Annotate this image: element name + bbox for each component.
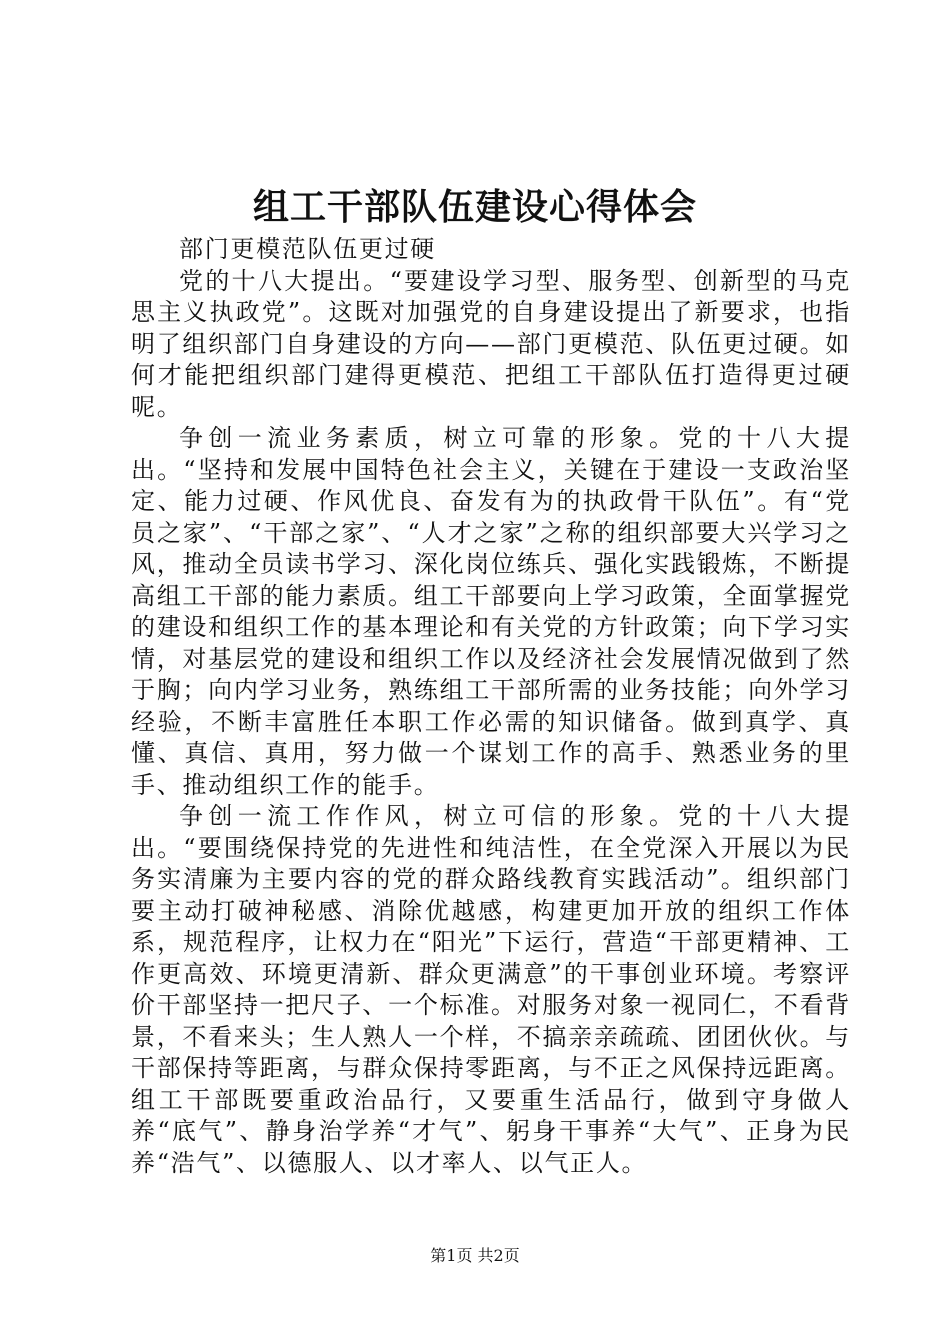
subtitle-paragraph: 部门更模范队伍更过硬	[179, 235, 436, 263]
paragraph-business-quality: 争创一流业务素质，树立可靠的形象。党的十八大提出。“坚持和发展中国特色社会主义，关键在于建设一支政治坚定、能力过硬、作风优良、奋发有为的执政骨干队伍”。有“党员之家”、“干部之家”、“人才之家”之称的组织部要大兴学习之风，推动全员读书学习、深化岗位练兵、强化实践锻炼，不断提高组工干部的能力素质。组工干部要向上学习政策，全面掌握党的建设和组织工作的基本理论和有关党的方针政策；向下学习实情，对基层党的建设和组织工作以及经济社会发展情况做到了然于胸；向内学习业务，熟练组工干部所需的业务技能；向外学习经验，不断丰富胜任本职工作必需的知识储备。做到真学、真懂、真信、真用，努力做一个谋划工作的高手、熟悉业务的里手、推动组织工作的能手。	[131, 424, 851, 799]
page-footer: 第1页 共2页	[430, 1246, 520, 1265]
document-title: 组工干部队伍建设心得体会	[252, 187, 697, 228]
paragraph-work-style: 争创一流工作作风，树立可信的形象。党的十八大提出。“要围绕保持党的先进性和纯洁性，在全党深入开展以为民务实清廉为主要内容的党的群众路线教育实践活动”。组织部门要主动打破神秘感、消除优越感，构建更加开放的组织工作体系，规范程序，让权力在“阳光”下运行，营造“干部更精神、工作更高效、环境更清新、群众更满意”的干事创业环境。考察评价干部坚持一把尺子、一个标准。对服务对象一视同仁，不看背景，不看来头；生人熟人一个样，不搞亲亲疏疏、团团伙伙。与干部保持等距离，与群众保持零距离，与不正之风保持远距离。组工干部既要重政治品行，又要重生活品行，做到守身做人养“底气”、静身治学养“才气”、躬身干事养“大气”、正身为民养“浩气”、以德服人、以才率人、以气正人。	[131, 802, 851, 1177]
paragraph-intro: 党的十八大提出。“要建设学习型、服务型、创新型的马克思主义执政党”。这既对加强党的自身建设提出了新要求，也指明了组织部门自身建设的方向——部门更模范、队伍更过硬。如何才能把组织部门建得更模范、把组工干部队伍打造得更过硬呢。	[131, 266, 851, 421]
document-body	[131, 234, 851, 1179]
